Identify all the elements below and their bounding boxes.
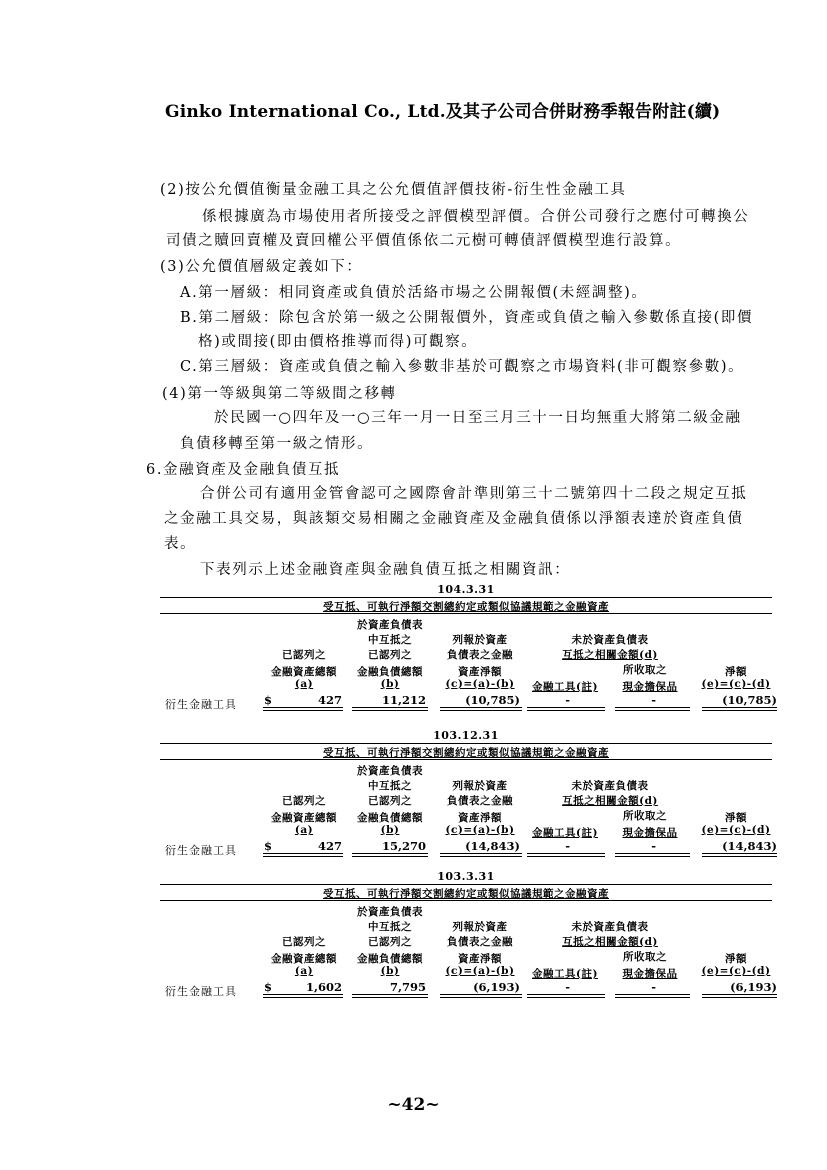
header-colD2-a: 所收取之 [623, 810, 667, 822]
header-colB-2: 金融負債總額 [357, 666, 423, 678]
value-e: (10,785) [722, 693, 777, 707]
para-line-4: (3)公允價值層級定義如下： [160, 259, 363, 275]
value-e: (6,193) [730, 980, 777, 994]
header-colB-2: 金融負債總額 [357, 812, 423, 824]
header-colE-1: 淨額 [725, 953, 747, 965]
value-double-underline [263, 994, 343, 998]
header-colA-1: 已認列之 [282, 936, 326, 948]
value-double-underline [615, 707, 690, 711]
page-header-title: Ginko International Co., Ltd.及其子公司合併財務季報告附註(續) [165, 102, 721, 122]
value-double-underline [440, 853, 522, 857]
para-line-14: 之金融工具交易，與該類交易相關之金融資產及金融負債係以淨額表達於資產負債 [164, 511, 744, 527]
para-line-6: B.第二層級：除包含於第一級之公開報價外，資產或負債之輸入參數係直接(即價 [180, 310, 754, 326]
header-colC-3: (c)=(a)-(b) [445, 965, 515, 977]
header-colB-1a: 中互抵之 [368, 634, 412, 646]
header-colD2: 現金擔保品 [622, 827, 678, 839]
header-colD-0: 未於資產負債表 [571, 634, 649, 646]
header-colA-1: 已認列之 [282, 795, 326, 807]
value-double-underline [352, 707, 428, 711]
value-c: (6,193) [473, 980, 520, 994]
table-period: 104.3.31 [437, 583, 495, 596]
table-top-rule [160, 597, 772, 598]
table-caption: 受互抵、可執行淨額交割總約定或類似協議規範之金融資產 [323, 601, 609, 613]
value-double-underline [527, 707, 605, 711]
header-colB-2: 金融負債總額 [357, 953, 423, 965]
table-period: 103.12.31 [433, 729, 499, 742]
dollar-sign: $ [264, 980, 273, 994]
para-line-7: 格)或間接(即由價格推導而得)可觀察。 [198, 334, 478, 350]
header-colB-1: 已認列之 [368, 649, 412, 661]
para-line-10: 於民國一○四年及一○三年一月一日至三月三十一日均無重大將第二級金融 [214, 410, 742, 426]
header-colC-3: (c)=(a)-(b) [445, 678, 515, 690]
para-line-15: 表。 [164, 536, 197, 552]
header-colC-3: (c)=(a)-(b) [445, 824, 515, 836]
value-c: (10,785) [465, 693, 520, 707]
para-line-3: 司債之贖回賣權及賣回權公平價值係依二元樹可轉債評價模型進行設算。 [166, 233, 682, 249]
header-colD-1: 互抵之相關金額(d) [562, 795, 658, 807]
value-d2: - [651, 980, 656, 994]
header-colB-1: 已認列之 [368, 936, 412, 948]
header-colC-0: 列報於資產 [452, 780, 508, 792]
header-colD2: 現金擔保品 [622, 681, 678, 693]
header-colB-0: 於資產負債表 [357, 906, 423, 918]
header-colD-1: 互抵之相關金額(d) [562, 649, 658, 661]
value-d2: - [651, 839, 656, 853]
table-top-rule [160, 743, 772, 744]
header-colE-1: 淨額 [725, 812, 747, 824]
section-6-heading: 6.金融資產及金融負債互抵 [146, 462, 341, 478]
value-double-underline [527, 853, 605, 857]
value-double-underline [615, 994, 690, 998]
value-double-underline [702, 707, 777, 711]
table-caption-rule [160, 613, 772, 614]
header-colD1: 金融工具(註) [532, 968, 598, 980]
table-period: 103.3.31 [437, 870, 495, 883]
header-colD2: 現金擔保品 [622, 968, 678, 980]
header-colC-1: 負債表之金融 [447, 649, 513, 661]
header-colA-3: (a) [294, 824, 314, 836]
header-colA-3: (a) [294, 678, 314, 690]
para-line-1: (2)按公允價值衡量金融工具之公允價值評價技術-衍生性金融工具 [160, 182, 627, 198]
page-number: ~42~ [387, 1095, 440, 1115]
table-caption-rule [160, 759, 772, 760]
header-colA-2: 金融資產總額 [271, 666, 337, 678]
value-double-underline [263, 853, 343, 857]
value-double-underline [527, 994, 605, 998]
para-line-16: 下表列示上述金融資產與金融負債互抵之相關資訊： [200, 562, 571, 578]
value-b: 7,795 [389, 980, 426, 994]
header-colA-3: (a) [294, 965, 314, 977]
value-c: (14,843) [465, 839, 520, 853]
para-line-5: A.第一層級：相同資產或負債於活絡市場之公開報價(未經調整)。 [180, 285, 648, 301]
para-line-13: 合併公司有適用金管會認可之國際會計準則第三十二號第四十二段之規定互抵 [200, 486, 748, 502]
row-label: 衍生金融工具 [165, 698, 237, 711]
header-colA-2: 金融資產總額 [271, 812, 337, 824]
header-colA-1: 已認列之 [282, 649, 326, 661]
value-double-underline [615, 853, 690, 857]
header-colE-1: 淨額 [725, 666, 747, 678]
value-d1: - [565, 839, 570, 853]
header-colD2-a: 所收取之 [623, 951, 667, 963]
value-double-underline [263, 707, 343, 711]
table-caption-rule [160, 900, 772, 901]
para-line-2: 係根據廣為市場使用者所接受之評價模型評價。合併公司發行之應付可轉換公 [202, 209, 750, 225]
header-colE-2: (e)=(c)-(d) [701, 824, 771, 836]
table-caption: 受互抵、可執行淨額交割總約定或類似協議規範之金融資產 [323, 747, 609, 759]
value-a: 1,602 [305, 980, 342, 994]
value-e: (14,843) [722, 839, 777, 853]
para-line-8: C.第三層級：資產或負債之輸入參數非基於可觀察之市場資料(非可觀察參數)。 [180, 359, 745, 375]
value-a: 427 [317, 693, 342, 707]
header-colB-1: 已認列之 [368, 795, 412, 807]
value-double-underline [702, 994, 777, 998]
header-colB-1a: 中互抵之 [368, 780, 412, 792]
value-double-underline [440, 707, 522, 711]
header-colC-2: 資產淨額 [458, 953, 502, 965]
header-colD-0: 未於資產負債表 [571, 780, 649, 792]
header-colB-0: 於資產負債表 [357, 765, 423, 777]
header-colE-2: (e)=(c)-(d) [701, 965, 771, 977]
header-colB-3: (b) [380, 678, 400, 690]
header-colB-0: 於資產負債表 [357, 619, 423, 631]
para-line-11: 負債移轉至第一級之情形。 [180, 436, 374, 452]
value-b: 11,212 [381, 693, 426, 707]
header-colB-1a: 中互抵之 [368, 921, 412, 933]
row-label: 衍生金融工具 [165, 844, 237, 857]
header-colC-1: 負債表之金融 [447, 795, 513, 807]
header-colD1: 金融工具(註) [532, 827, 598, 839]
value-double-underline [352, 853, 428, 857]
header-colC-2: 資產淨額 [458, 812, 502, 824]
value-double-underline [352, 994, 428, 998]
header-colE-2: (e)=(c)-(d) [701, 678, 771, 690]
header-colD-1: 互抵之相關金額(d) [562, 936, 658, 948]
header-colD-0: 未於資產負債表 [571, 921, 649, 933]
row-label: 衍生金融工具 [165, 985, 237, 998]
header-colD1: 金融工具(註) [532, 681, 598, 693]
dollar-sign: $ [264, 839, 273, 853]
header-colC-0: 列報於資產 [452, 634, 508, 646]
header-colD2-a: 所收取之 [623, 664, 667, 676]
header-colB-3: (b) [380, 965, 400, 977]
value-d2: - [651, 693, 656, 707]
table-caption: 受互抵、可執行淨額交割總約定或類似協議規範之金融資產 [323, 888, 609, 900]
header-colB-3: (b) [380, 824, 400, 836]
header-colC-1: 負債表之金融 [447, 936, 513, 948]
value-double-underline [702, 853, 777, 857]
header-colC-0: 列報於資產 [452, 921, 508, 933]
header-colC-2: 資產淨額 [458, 666, 502, 678]
header-colA-2: 金融資產總額 [271, 953, 337, 965]
table-top-rule [160, 884, 772, 885]
value-d1: - [565, 693, 570, 707]
para-line-9: (4)第一等級與第二等級間之移轉 [162, 386, 397, 402]
value-a: 427 [317, 839, 342, 853]
dollar-sign: $ [264, 693, 273, 707]
value-b: 15,270 [381, 839, 426, 853]
value-d1: - [565, 980, 570, 994]
value-double-underline [440, 994, 522, 998]
